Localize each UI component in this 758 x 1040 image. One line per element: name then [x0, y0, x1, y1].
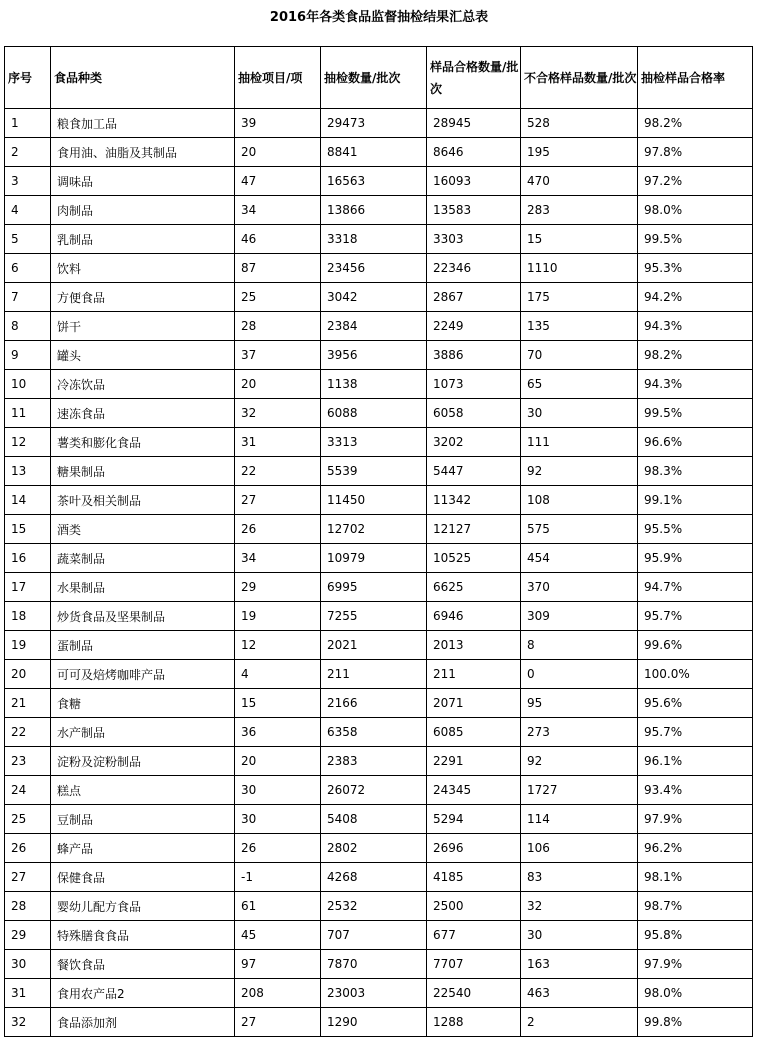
cell-index: 4	[5, 196, 51, 225]
cell-pass-rate: 95.9%	[638, 544, 753, 573]
cell-category: 食糖	[51, 689, 235, 718]
cell-failed: 15	[521, 225, 638, 254]
cell-quantity: 707	[321, 921, 427, 950]
cell-pass-rate: 99.6%	[638, 631, 753, 660]
cell-quantity: 2532	[321, 892, 427, 921]
cell-category: 食用农产品2	[51, 979, 235, 1008]
cell-pass-rate: 98.0%	[638, 979, 753, 1008]
cell-pass-rate: 97.9%	[638, 805, 753, 834]
cell-category: 蜂产品	[51, 834, 235, 863]
cell-failed: 454	[521, 544, 638, 573]
cell-passed: 22346	[427, 254, 521, 283]
cell-passed: 1073	[427, 370, 521, 399]
cell-failed: 106	[521, 834, 638, 863]
table-row	[5, 660, 753, 689]
table-row	[5, 283, 753, 312]
cell-index: 24	[5, 776, 51, 805]
cell-items: 61	[235, 892, 321, 921]
cell-pass-rate: 96.2%	[638, 834, 753, 863]
cell-items: 27	[235, 486, 321, 515]
cell-failed: 163	[521, 950, 638, 979]
cell-failed: 108	[521, 486, 638, 515]
table-row	[5, 254, 753, 283]
cell-index: 13	[5, 457, 51, 486]
cell-items: 34	[235, 544, 321, 573]
cell-passed: 10525	[427, 544, 521, 573]
cell-passed: 24345	[427, 776, 521, 805]
cell-index: 12	[5, 428, 51, 457]
cell-category: 餐饮食品	[51, 950, 235, 979]
table-row	[5, 689, 753, 718]
table-row	[5, 109, 753, 138]
cell-failed: 463	[521, 979, 638, 1008]
header-row	[5, 47, 753, 109]
table-row	[5, 138, 753, 167]
cell-category: 茶叶及相关制品	[51, 486, 235, 515]
cell-pass-rate: 95.6%	[638, 689, 753, 718]
cell-pass-rate: 99.5%	[638, 225, 753, 254]
cell-passed: 6946	[427, 602, 521, 631]
cell-items: 4	[235, 660, 321, 689]
cell-category: 婴幼儿配方食品	[51, 892, 235, 921]
cell-failed: 70	[521, 341, 638, 370]
cell-failed: 8	[521, 631, 638, 660]
cell-index: 17	[5, 573, 51, 602]
cell-index: 19	[5, 631, 51, 660]
table-row	[5, 486, 753, 515]
cell-passed: 8646	[427, 138, 521, 167]
cell-category: 蛋制品	[51, 631, 235, 660]
cell-items: 29	[235, 573, 321, 602]
cell-items: 39	[235, 109, 321, 138]
cell-pass-rate: 95.7%	[638, 602, 753, 631]
cell-passed: 211	[427, 660, 521, 689]
cell-pass-rate: 95.7%	[638, 718, 753, 747]
cell-index: 15	[5, 515, 51, 544]
cell-failed: 1110	[521, 254, 638, 283]
cell-passed: 2500	[427, 892, 521, 921]
cell-failed: 95	[521, 689, 638, 718]
table-row	[5, 776, 753, 805]
cell-category: 酒类	[51, 515, 235, 544]
cell-category: 保健食品	[51, 863, 235, 892]
cell-index: 1	[5, 109, 51, 138]
cell-quantity: 3318	[321, 225, 427, 254]
cell-passed: 2291	[427, 747, 521, 776]
cell-index: 27	[5, 863, 51, 892]
cell-items: 47	[235, 167, 321, 196]
cell-passed: 6625	[427, 573, 521, 602]
header-passed: 样品合格数量/批次	[427, 47, 521, 109]
cell-pass-rate: 94.3%	[638, 312, 753, 341]
header-failed: 不合格样品数量/批次	[521, 47, 638, 109]
cell-category: 可可及焙烤咖啡产品	[51, 660, 235, 689]
cell-passed: 2249	[427, 312, 521, 341]
table-row	[5, 602, 753, 631]
cell-quantity: 3042	[321, 283, 427, 312]
cell-category: 肉制品	[51, 196, 235, 225]
cell-passed: 28945	[427, 109, 521, 138]
cell-pass-rate: 99.5%	[638, 399, 753, 428]
cell-category: 豆制品	[51, 805, 235, 834]
cell-category: 薯类和膨化食品	[51, 428, 235, 457]
cell-quantity: 29473	[321, 109, 427, 138]
table-row	[5, 805, 753, 834]
cell-failed: 175	[521, 283, 638, 312]
cell-category: 冷冻饮品	[51, 370, 235, 399]
cell-pass-rate: 98.1%	[638, 863, 753, 892]
cell-index: 8	[5, 312, 51, 341]
cell-failed: 283	[521, 196, 638, 225]
cell-failed: 65	[521, 370, 638, 399]
table-row	[5, 921, 753, 950]
cell-items: 12	[235, 631, 321, 660]
cell-index: 7	[5, 283, 51, 312]
cell-items: 45	[235, 921, 321, 950]
cell-quantity: 23456	[321, 254, 427, 283]
cell-items: 46	[235, 225, 321, 254]
cell-items: 87	[235, 254, 321, 283]
cell-index: 10	[5, 370, 51, 399]
cell-index: 18	[5, 602, 51, 631]
cell-index: 16	[5, 544, 51, 573]
cell-passed: 4185	[427, 863, 521, 892]
cell-pass-rate: 96.1%	[638, 747, 753, 776]
table-row	[5, 747, 753, 776]
cell-quantity: 2021	[321, 631, 427, 660]
cell-category: 水产制品	[51, 718, 235, 747]
cell-passed: 3202	[427, 428, 521, 457]
cell-pass-rate: 98.7%	[638, 892, 753, 921]
cell-items: 20	[235, 138, 321, 167]
cell-category: 速冻食品	[51, 399, 235, 428]
cell-pass-rate: 96.6%	[638, 428, 753, 457]
cell-pass-rate: 98.2%	[638, 341, 753, 370]
cell-index: 3	[5, 167, 51, 196]
cell-items: 26	[235, 515, 321, 544]
header-quantity: 抽检数量/批次	[321, 47, 427, 109]
cell-pass-rate: 98.3%	[638, 457, 753, 486]
table-row	[5, 863, 753, 892]
cell-index: 11	[5, 399, 51, 428]
cell-passed: 5294	[427, 805, 521, 834]
cell-quantity: 2383	[321, 747, 427, 776]
cell-failed: 114	[521, 805, 638, 834]
table-row	[5, 515, 753, 544]
cell-pass-rate: 99.8%	[638, 1008, 753, 1037]
cell-quantity: 6358	[321, 718, 427, 747]
table-row	[5, 341, 753, 370]
cell-items: 37	[235, 341, 321, 370]
cell-pass-rate: 98.2%	[638, 109, 753, 138]
cell-pass-rate: 94.2%	[638, 283, 753, 312]
cell-items: 20	[235, 747, 321, 776]
table-row	[5, 312, 753, 341]
cell-quantity: 211	[321, 660, 427, 689]
cell-category: 饼干	[51, 312, 235, 341]
cell-items: 22	[235, 457, 321, 486]
cell-category: 淀粉及淀粉制品	[51, 747, 235, 776]
cell-category: 糖果制品	[51, 457, 235, 486]
cell-quantity: 8841	[321, 138, 427, 167]
cell-items: 208	[235, 979, 321, 1008]
cell-failed: 135	[521, 312, 638, 341]
cell-passed: 3886	[427, 341, 521, 370]
cell-items: 28	[235, 312, 321, 341]
results-table	[4, 46, 753, 1037]
table-row	[5, 167, 753, 196]
cell-index: 14	[5, 486, 51, 515]
cell-failed: 83	[521, 863, 638, 892]
cell-items: 30	[235, 805, 321, 834]
cell-failed: 528	[521, 109, 638, 138]
cell-index: 28	[5, 892, 51, 921]
cell-index: 32	[5, 1008, 51, 1037]
cell-items: 32	[235, 399, 321, 428]
cell-quantity: 3956	[321, 341, 427, 370]
cell-quantity: 11450	[321, 486, 427, 515]
cell-passed: 12127	[427, 515, 521, 544]
cell-items: 36	[235, 718, 321, 747]
cell-quantity: 16563	[321, 167, 427, 196]
cell-quantity: 13866	[321, 196, 427, 225]
cell-passed: 1288	[427, 1008, 521, 1037]
cell-index: 2	[5, 138, 51, 167]
cell-index: 6	[5, 254, 51, 283]
cell-items: 20	[235, 370, 321, 399]
header-category: 食品种类	[51, 47, 235, 109]
cell-passed: 6085	[427, 718, 521, 747]
cell-failed: 2	[521, 1008, 638, 1037]
cell-quantity: 26072	[321, 776, 427, 805]
cell-quantity: 1290	[321, 1008, 427, 1037]
cell-passed: 5447	[427, 457, 521, 486]
cell-pass-rate: 94.3%	[638, 370, 753, 399]
cell-index: 29	[5, 921, 51, 950]
cell-quantity: 6088	[321, 399, 427, 428]
cell-category: 糕点	[51, 776, 235, 805]
table-row	[5, 950, 753, 979]
table-row	[5, 979, 753, 1008]
cell-quantity: 23003	[321, 979, 427, 1008]
cell-pass-rate: 93.4%	[638, 776, 753, 805]
cell-index: 5	[5, 225, 51, 254]
cell-category: 粮食加工品	[51, 109, 235, 138]
cell-category: 水果制品	[51, 573, 235, 602]
cell-index: 31	[5, 979, 51, 1008]
cell-category: 炒货食品及坚果制品	[51, 602, 235, 631]
cell-quantity: 7255	[321, 602, 427, 631]
cell-failed: 273	[521, 718, 638, 747]
cell-quantity: 7870	[321, 950, 427, 979]
cell-items: 27	[235, 1008, 321, 1037]
page-title: 2016年各类食品监督抽检结果汇总表	[269, 10, 489, 25]
cell-failed: 470	[521, 167, 638, 196]
cell-pass-rate: 97.8%	[638, 138, 753, 167]
cell-index: 30	[5, 950, 51, 979]
cell-items: 26	[235, 834, 321, 863]
header-items: 抽检项目/项	[235, 47, 321, 109]
cell-quantity: 4268	[321, 863, 427, 892]
cell-items: 25	[235, 283, 321, 312]
cell-failed: 30	[521, 399, 638, 428]
table-row	[5, 631, 753, 660]
cell-category: 特殊膳食食品	[51, 921, 235, 950]
table-row	[5, 399, 753, 428]
cell-pass-rate: 98.0%	[638, 196, 753, 225]
cell-passed: 11342	[427, 486, 521, 515]
cell-passed: 3303	[427, 225, 521, 254]
cell-quantity: 5408	[321, 805, 427, 834]
table-row	[5, 225, 753, 254]
cell-category: 饮料	[51, 254, 235, 283]
cell-pass-rate: 97.2%	[638, 167, 753, 196]
cell-passed: 2867	[427, 283, 521, 312]
cell-pass-rate: 100.0%	[638, 660, 753, 689]
table-row	[5, 718, 753, 747]
cell-pass-rate: 99.1%	[638, 486, 753, 515]
cell-category: 食品添加剂	[51, 1008, 235, 1037]
cell-passed: 7707	[427, 950, 521, 979]
cell-passed: 22540	[427, 979, 521, 1008]
cell-quantity: 12702	[321, 515, 427, 544]
cell-quantity: 2384	[321, 312, 427, 341]
cell-passed: 13583	[427, 196, 521, 225]
cell-failed: 1727	[521, 776, 638, 805]
cell-passed: 677	[427, 921, 521, 950]
cell-passed: 2071	[427, 689, 521, 718]
cell-failed: 370	[521, 573, 638, 602]
cell-category: 蔬菜制品	[51, 544, 235, 573]
cell-failed: 92	[521, 747, 638, 776]
cell-failed: 92	[521, 457, 638, 486]
cell-index: 21	[5, 689, 51, 718]
cell-quantity: 5539	[321, 457, 427, 486]
cell-index: 26	[5, 834, 51, 863]
cell-quantity: 2802	[321, 834, 427, 863]
cell-category: 方便食品	[51, 283, 235, 312]
table-row	[5, 1008, 753, 1037]
cell-quantity: 6995	[321, 573, 427, 602]
cell-items: 30	[235, 776, 321, 805]
cell-failed: 309	[521, 602, 638, 631]
cell-index: 20	[5, 660, 51, 689]
table-row	[5, 428, 753, 457]
cell-failed: 0	[521, 660, 638, 689]
cell-items: 97	[235, 950, 321, 979]
cell-category: 乳制品	[51, 225, 235, 254]
cell-passed: 16093	[427, 167, 521, 196]
cell-pass-rate: 97.9%	[638, 950, 753, 979]
cell-quantity: 10979	[321, 544, 427, 573]
header-index: 序号	[5, 47, 51, 109]
cell-category: 食用油、油脂及其制品	[51, 138, 235, 167]
cell-items: 19	[235, 602, 321, 631]
header-pass-rate: 抽检样品合格率	[638, 47, 753, 109]
table-row	[5, 573, 753, 602]
cell-pass-rate: 95.5%	[638, 515, 753, 544]
cell-category: 罐头	[51, 341, 235, 370]
cell-index: 22	[5, 718, 51, 747]
cell-quantity: 1138	[321, 370, 427, 399]
cell-passed: 2696	[427, 834, 521, 863]
cell-passed: 6058	[427, 399, 521, 428]
table-row	[5, 834, 753, 863]
cell-quantity: 3313	[321, 428, 427, 457]
cell-failed: 30	[521, 921, 638, 950]
cell-items: 31	[235, 428, 321, 457]
cell-items: 15	[235, 689, 321, 718]
cell-index: 25	[5, 805, 51, 834]
cell-index: 9	[5, 341, 51, 370]
cell-quantity: 2166	[321, 689, 427, 718]
cell-pass-rate: 95.3%	[638, 254, 753, 283]
cell-failed: 111	[521, 428, 638, 457]
cell-pass-rate: 95.8%	[638, 921, 753, 950]
cell-failed: 32	[521, 892, 638, 921]
cell-items: 34	[235, 196, 321, 225]
cell-items: -1	[235, 863, 321, 892]
cell-pass-rate: 94.7%	[638, 573, 753, 602]
cell-category: 调味品	[51, 167, 235, 196]
cell-index: 23	[5, 747, 51, 776]
cell-failed: 575	[521, 515, 638, 544]
cell-passed: 2013	[427, 631, 521, 660]
table-row	[5, 370, 753, 399]
cell-failed: 195	[521, 138, 638, 167]
table-row	[5, 892, 753, 921]
table-row	[5, 544, 753, 573]
table-row	[5, 457, 753, 486]
table-row	[5, 196, 753, 225]
